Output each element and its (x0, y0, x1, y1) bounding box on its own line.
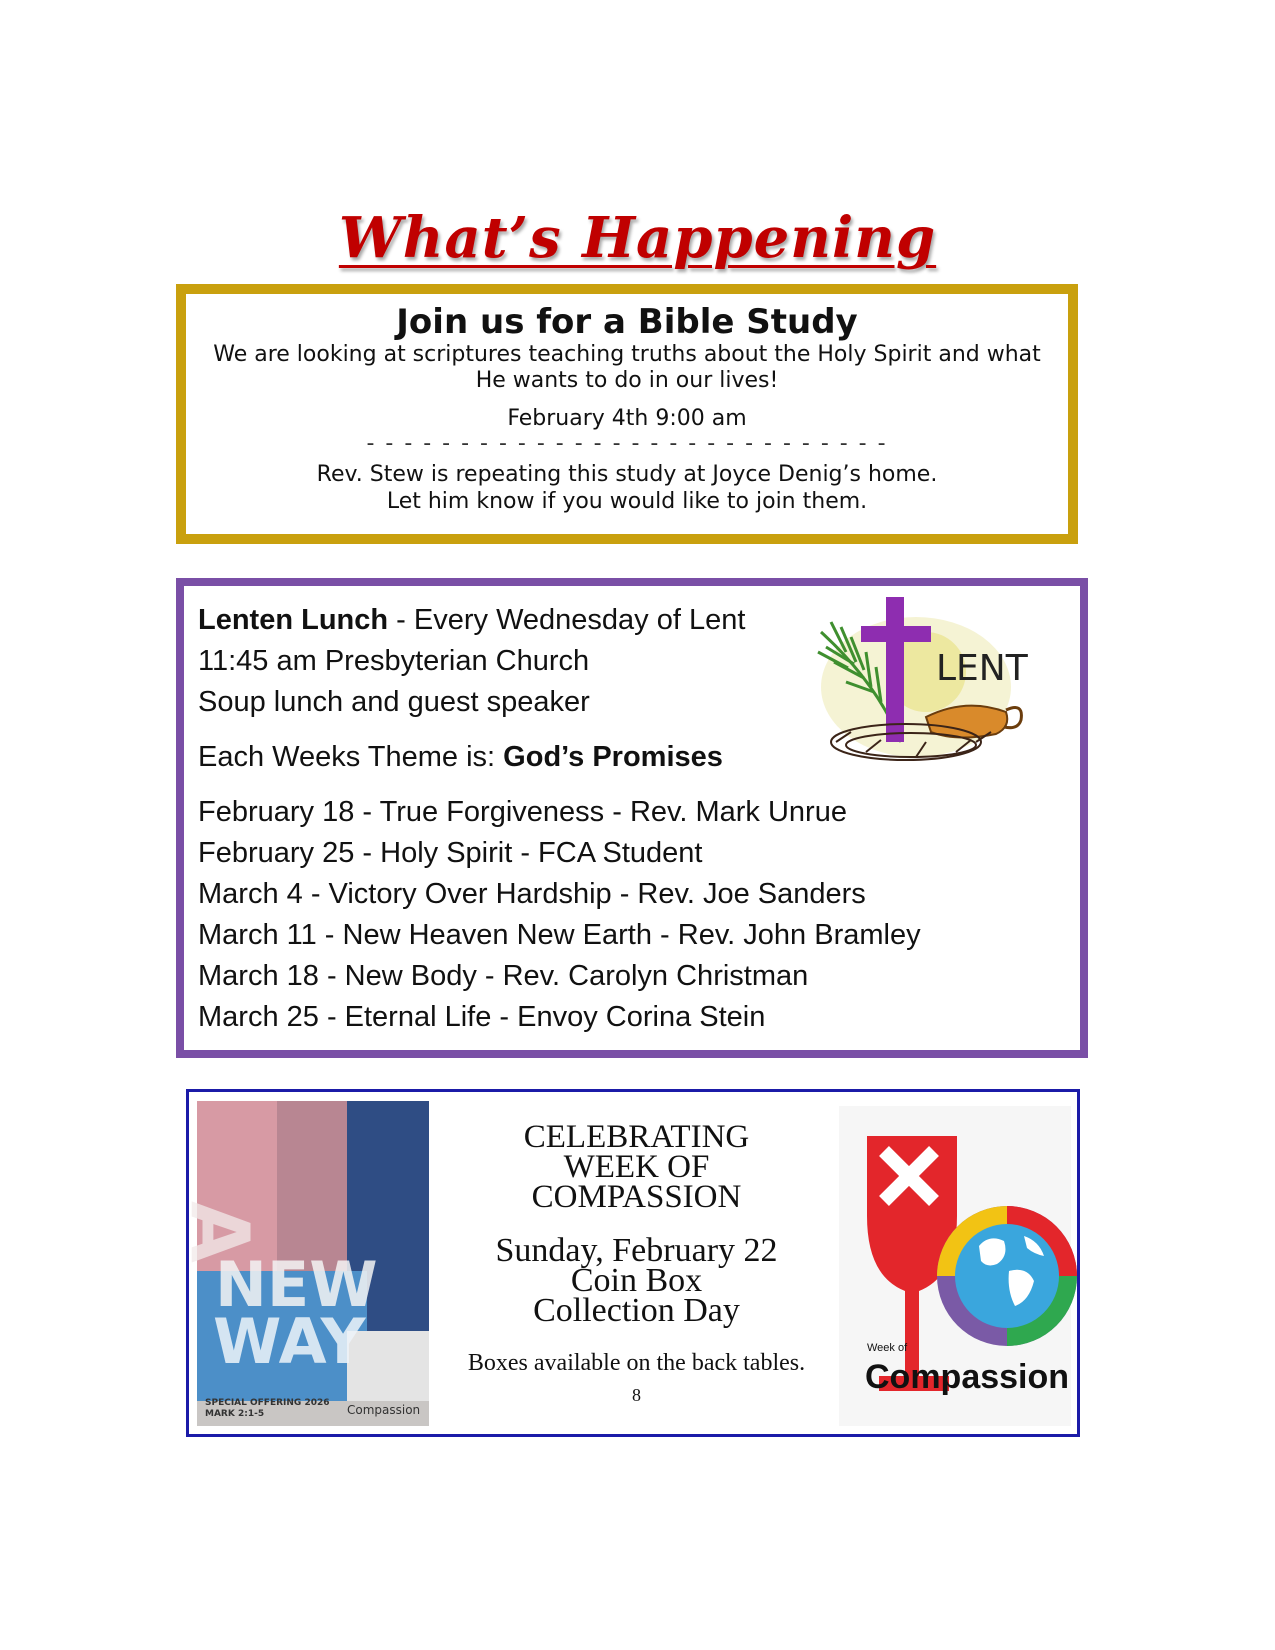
poster-brand: Compassion (347, 1403, 421, 1417)
schedule-item: February 25 - Holy Spirit - FCA Student (198, 837, 703, 869)
poster-offering: SPECIAL OFFERING 2026 (205, 1398, 330, 1408)
compassion-boxes-note: Boxes available on the back tables. (467, 1350, 806, 1376)
page-title: What’s Happening (338, 205, 937, 271)
lenten-lunch-box (176, 578, 1088, 1058)
compassion-heading-1: CELEBRATING (523, 1119, 750, 1155)
lent-cross-image (806, 592, 1036, 774)
schedule-item: March 11 - New Heaven New Earth - Rev. John Bramley (198, 919, 921, 951)
poster-verse: MARK 2:1-5 (205, 1409, 265, 1419)
bible-study-datetime: February 4th 9:00 am (507, 406, 747, 431)
lenten-lunch-when: - Every Wednesday of Lent (388, 604, 746, 636)
bible-study-note-1: Rev. Stew is repeating this study at Joyce Denig’s home. (316, 462, 938, 487)
week-of-compassion-logo (839, 1106, 1071, 1426)
new-way-poster (173, 1101, 429, 1426)
compassion-heading-3: COMPASSION (531, 1179, 742, 1215)
dashed-divider: - - - - - - - - - - - - - - - - - - - - - - - - - - - - (366, 431, 888, 456)
lent-text: LENT (936, 648, 1028, 689)
page-number: 8 (632, 1385, 641, 1405)
bible-study-note-2: Let him know if you would like to join them. (386, 489, 868, 514)
compassion-text (434, 1119, 839, 1406)
poster-way: WAY (213, 1305, 366, 1378)
compassion-heading-2: WEEK OF (563, 1149, 710, 1185)
lenten-lunch-label: Lenten Lunch (198, 604, 389, 636)
compassion-date: Sunday, February 22 (495, 1232, 778, 1269)
theme-prefix: Each Weeks Theme is: (198, 741, 504, 773)
lenten-location: 11:45 am Presbyterian Church (198, 645, 590, 677)
schedule-item: March 4 - Victory Over Hardship - Rev. Joe Sanders (198, 878, 866, 910)
schedule-item: March 18 - New Body - Rev. Carolyn Christman (198, 960, 809, 992)
week-of-compassion-box (173, 1089, 1080, 1437)
compassion-collection-day: Collection Day (533, 1292, 740, 1329)
logo-week-of: Week of (867, 1342, 908, 1354)
schedule-item: February 18 - True Forgiveness - Rev. Mark Unrue (198, 796, 847, 828)
compassion-coin-box: Coin Box (570, 1262, 703, 1299)
bible-study-description: We are looking at scriptures teaching truths about the Holy Spirit and what He wants to do in our lives! (213, 342, 1041, 393)
bible-study-box (176, 284, 1078, 544)
schedule-item: March 25 - Eternal Life - Envoy Corina Stein (198, 1001, 766, 1033)
theme-name: God’s Promises (503, 741, 723, 773)
logo-compassion: Compassion (865, 1358, 1070, 1396)
lenten-description: Soup lunch and guest speaker (198, 686, 590, 718)
poster-new: NEW (215, 1248, 378, 1321)
poster-a: A (173, 1201, 266, 1263)
bible-study-heading: Join us for a Bible Study (396, 302, 858, 342)
